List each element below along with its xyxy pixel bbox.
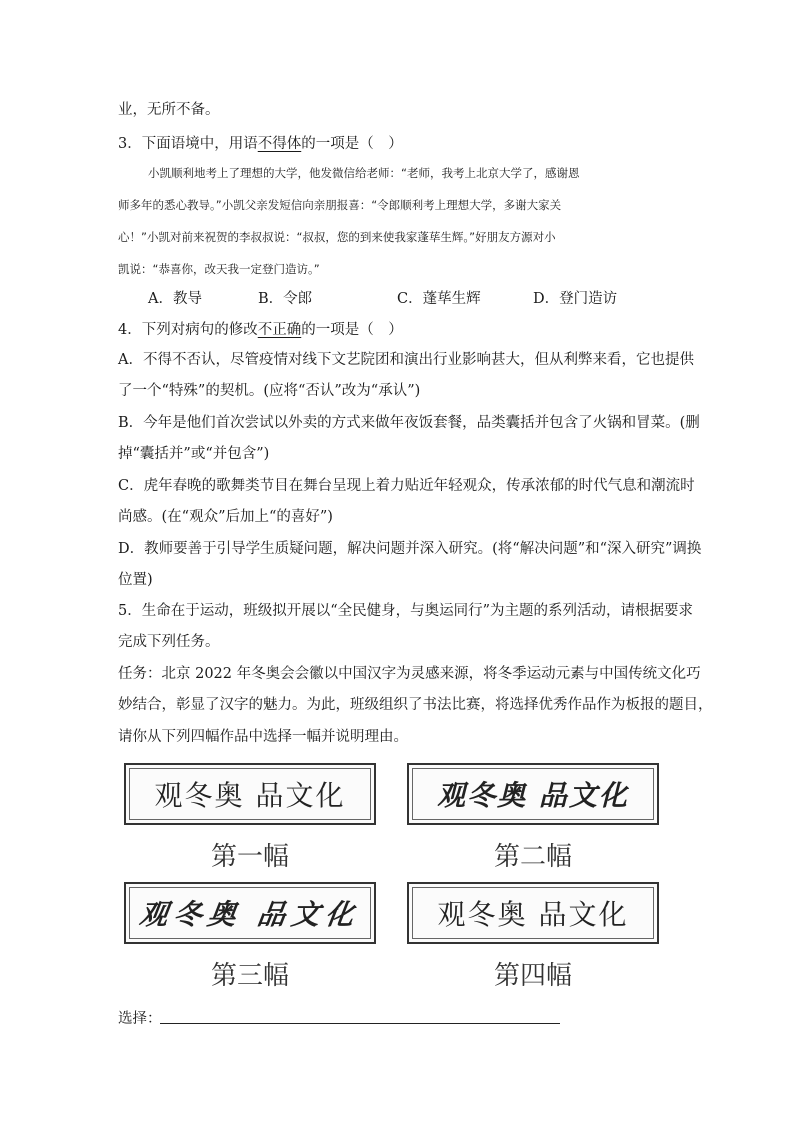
q3-passage-line: 心！”小凯对前来祝贺的李叔叔说：“叔叔，您的到来使我家蓬荜生辉。”好朋友方源对小: [118, 230, 556, 244]
q4-line: 掉“囊括并”或“并包含”): [118, 446, 270, 462]
q4-line: B．今年是他们首次尝试以外卖的方式来做年夜饭套餐，品类囊括并包含了火锅和冒菜。(删: [118, 415, 700, 431]
q4-stem-underlined: 不正确: [257, 322, 302, 338]
q3-stem-suffix: 的一项是（ ）: [301, 136, 403, 152]
work-caption: 第一幅: [210, 842, 289, 872]
calligraphy-work-2: [407, 763, 659, 825]
q3-stem-underlined: 不得体: [257, 136, 302, 152]
choose-label: 选择：: [118, 1011, 162, 1027]
calligraphy-work-1: [124, 763, 376, 825]
q3-stem: [118, 134, 678, 154]
q3-option-b: B．令郎: [258, 291, 313, 307]
q4-line: 了一个“特殊”的契机。(应将“否认”改为“承认”): [118, 383, 421, 399]
q5-line: 任务：北京 2022 年冬奥会会徽以中国汉字为灵感来源，将冬季运动元素与中国传统文化巧: [118, 666, 701, 682]
q3-option-a: A．教导: [148, 291, 202, 307]
work-caption: 第二幅: [493, 842, 572, 872]
calligraphy-text: 观冬奥 品文化: [437, 779, 629, 812]
answer-blank-line[interactable]: [160, 1023, 560, 1024]
q4-line: D．教师要善于引导学生质疑问题，解决问题并深入研究。(将“解决问题”和“深入研究”调换: [118, 541, 702, 557]
q5-line: 完成下列任务。: [118, 634, 220, 650]
q5-line: 妙结合，彰显了汉字的魅力。为此，班级组织了书法比赛，将选择优秀作品作为板报的题目，: [118, 697, 713, 713]
calligraphy-work-3: [124, 882, 376, 944]
calligraphy-text: 观冬奥 品文化: [137, 898, 362, 931]
text-line: 业，无所不备。: [118, 102, 220, 118]
q4-stem: [118, 320, 678, 340]
q3-passage-line: 小凯顺利地考上了理想的大学，他发微信给老师：“老师，我考上北京大学了，感谢恩: [148, 166, 580, 180]
q4-stem-prefix: 4．下列对病句的修改: [118, 322, 258, 338]
q4-stem-suffix: 的一项是（ ）: [301, 322, 403, 338]
calligraphy-text: 观冬奥 品文化: [154, 779, 346, 812]
q4-line: C．虎年春晚的歌舞类节目在舞台呈现上着力贴近年轻观众，传承浓郁的时代气息和潮流时: [118, 478, 695, 494]
q3-passage-line: 凯说：“恭喜你，改天我一定登门造访。”: [118, 262, 320, 276]
calligraphy-work-4: [407, 882, 659, 944]
q3-passage-line: 师多年的悉心教导。”小凯父亲发短信向亲朋报喜：“令郎顺利考上理想大学，多谢大家关: [118, 198, 562, 212]
calligraphy-text: 观冬奥 品文化: [437, 898, 629, 931]
q4-line: 位置): [118, 572, 153, 588]
q4-line: 尚感。(在“观众”后加上“的喜好”): [118, 509, 333, 525]
q4-line: A．不得不否认，尽管疫情对线下文艺院团和演出行业影响甚大，但从利弊来看，它也提供: [118, 352, 694, 368]
q3-stem-prefix: 3．下面语境中，用语: [118, 136, 258, 152]
work-caption: 第三幅: [210, 961, 289, 991]
work-caption: 第四幅: [493, 961, 572, 991]
q5-line: 5．生命在于运动，班级拟开展以“全民健身，与奥运同行”为主题的系列活动，请根据要求: [118, 603, 694, 619]
q3-option-c: C．蓬荜生辉: [397, 291, 481, 307]
q3-option-d: D．登门造访: [533, 291, 618, 307]
q5-line: 请你从下列四幅作品中选择一幅并说明理由。: [118, 729, 408, 745]
